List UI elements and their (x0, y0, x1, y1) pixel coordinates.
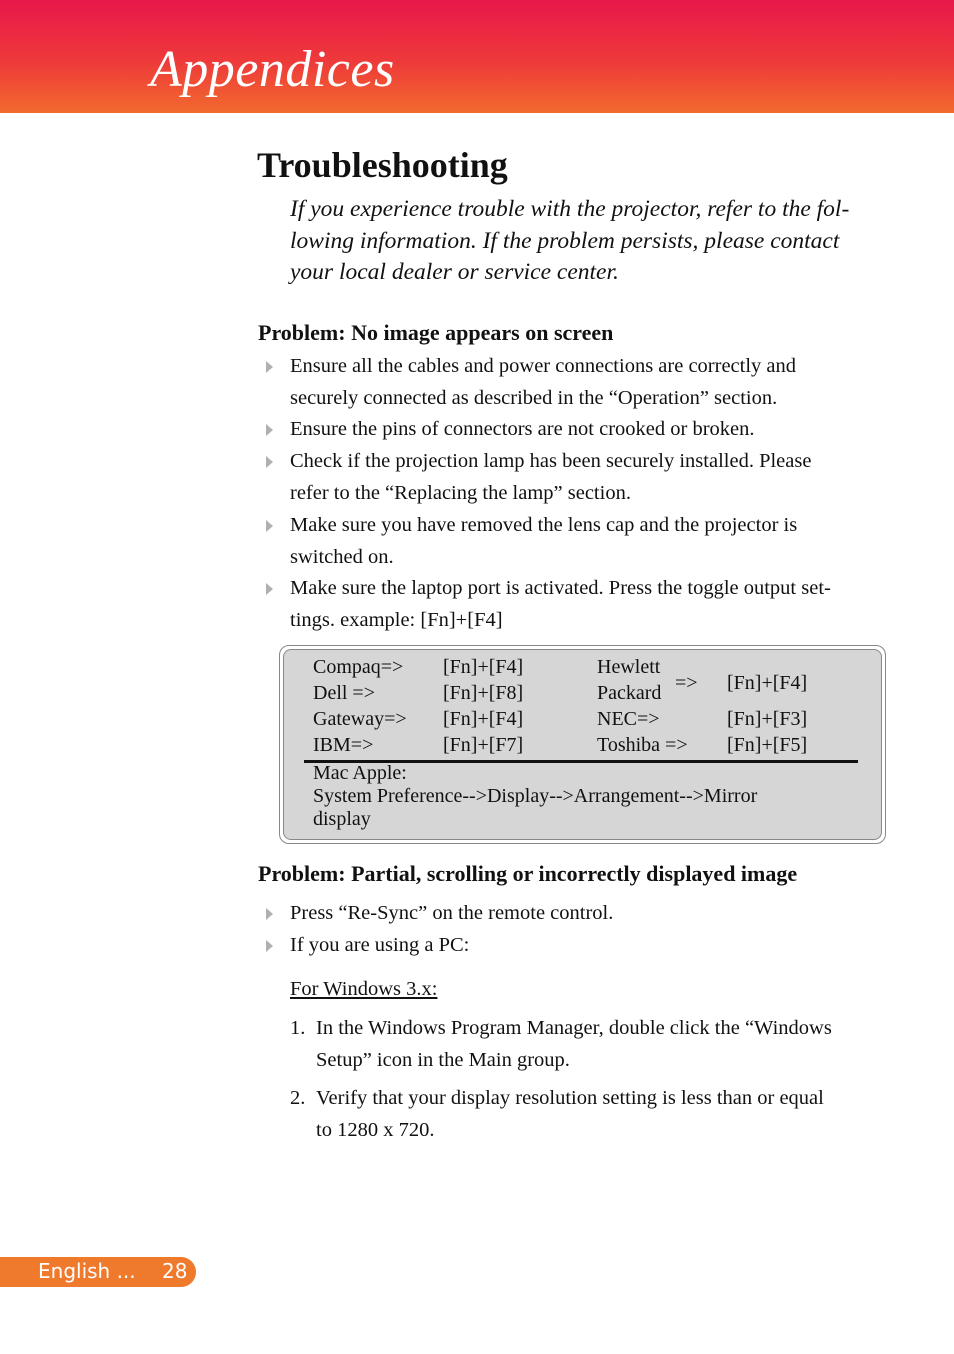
step-text: Verify that your display resolution setting is less than or equal (316, 1087, 824, 1109)
bullet-text: Make sure the laptop port is activated. Press the toggle output set- (290, 577, 831, 599)
step-text: to 1280 x 720. (316, 1119, 435, 1141)
bullet-text: Check if the projection lamp has been securely installed. Please (290, 450, 812, 472)
intro-line: If you experience trouble with the projector, refer to the fol- (290, 196, 850, 222)
table-brand: Packard (597, 682, 662, 704)
table-keys: [Fn]+[F4] (727, 672, 808, 694)
table-brand: Dell => (313, 682, 375, 704)
bullet-text: securely connected as described in the “Operation” section. (290, 387, 778, 409)
footer-tab (0, 1257, 196, 1287)
table-brand: Hewlett (597, 656, 661, 678)
intro-paragraph (290, 194, 890, 289)
bullet-text: Make sure you have removed the lens cap and the projector is (290, 514, 798, 536)
windows-subheading: For Windows 3.x: (290, 978, 438, 1000)
page-number: 28 (162, 1259, 188, 1283)
table-keys: [Fn]+[F5] (727, 734, 808, 756)
table-keys: [Fn]+[F7] (443, 734, 524, 756)
bullet-item (262, 413, 892, 445)
mac-line: display (313, 808, 371, 830)
table-brand: IBM=> (313, 734, 374, 756)
step-number: 2. (290, 1087, 306, 1109)
bullet-text: Ensure the pins of connectors are not crooked or broken. (290, 418, 755, 440)
bullet-text: Press “Re-Sync” on the remote control. (290, 902, 614, 924)
intro-line: your local dealer or service center. (290, 259, 619, 285)
bullet-item (262, 572, 892, 636)
table-brand: NEC=> (597, 708, 660, 730)
bullet-text: tings. example: [Fn]+[F4] (290, 609, 503, 631)
table-brand: Gateway=> (313, 708, 407, 730)
step-number: 1. (290, 1017, 306, 1039)
step-text: In the Windows Program Manager, double click the “Windows (316, 1017, 832, 1039)
bullet-text: refer to the “Replacing the lamp” section. (290, 482, 631, 504)
bullet-text: If you are using a PC: (290, 934, 470, 956)
bullet-item (262, 897, 892, 929)
table-brand: Toshiba => (597, 734, 688, 756)
bullet-text: Ensure all the cables and power connections are correctly and (290, 355, 797, 377)
page-title: Appendices (150, 41, 395, 98)
numbered-step (290, 1012, 900, 1076)
table-brand: Compaq=> (313, 656, 404, 678)
section-title: Troubleshooting (257, 145, 508, 185)
table-arrow: => (675, 672, 698, 694)
table-keys: [Fn]+[F4] (443, 656, 524, 678)
numbered-step (290, 1082, 900, 1146)
table-keys: [Fn]+[F4] (443, 708, 524, 730)
bullet-text: switched on. (290, 546, 394, 568)
problem-heading-partial-image: Problem: Partial, scrolling or incorrectly displayed image (258, 861, 798, 886)
table-keys: [Fn]+[F3] (727, 708, 808, 730)
mac-line: Mac Apple: (313, 762, 407, 784)
problem-heading-no-image: Problem: No image appears on screen (258, 320, 614, 345)
bullet-item (262, 509, 892, 573)
footer-language: English ... (38, 1259, 136, 1283)
mac-line: System Preference-->Display-->Arrangement-->Mirror (313, 785, 758, 807)
bullet-item (262, 445, 892, 509)
table-keys: [Fn]+[F8] (443, 682, 524, 704)
header-banner (0, 0, 954, 113)
bullet-item (262, 929, 892, 961)
bullet-item (262, 350, 892, 414)
intro-line: lowing information. If the problem persists, please contact (290, 227, 840, 254)
step-text: Setup” icon in the Main group. (316, 1049, 570, 1071)
